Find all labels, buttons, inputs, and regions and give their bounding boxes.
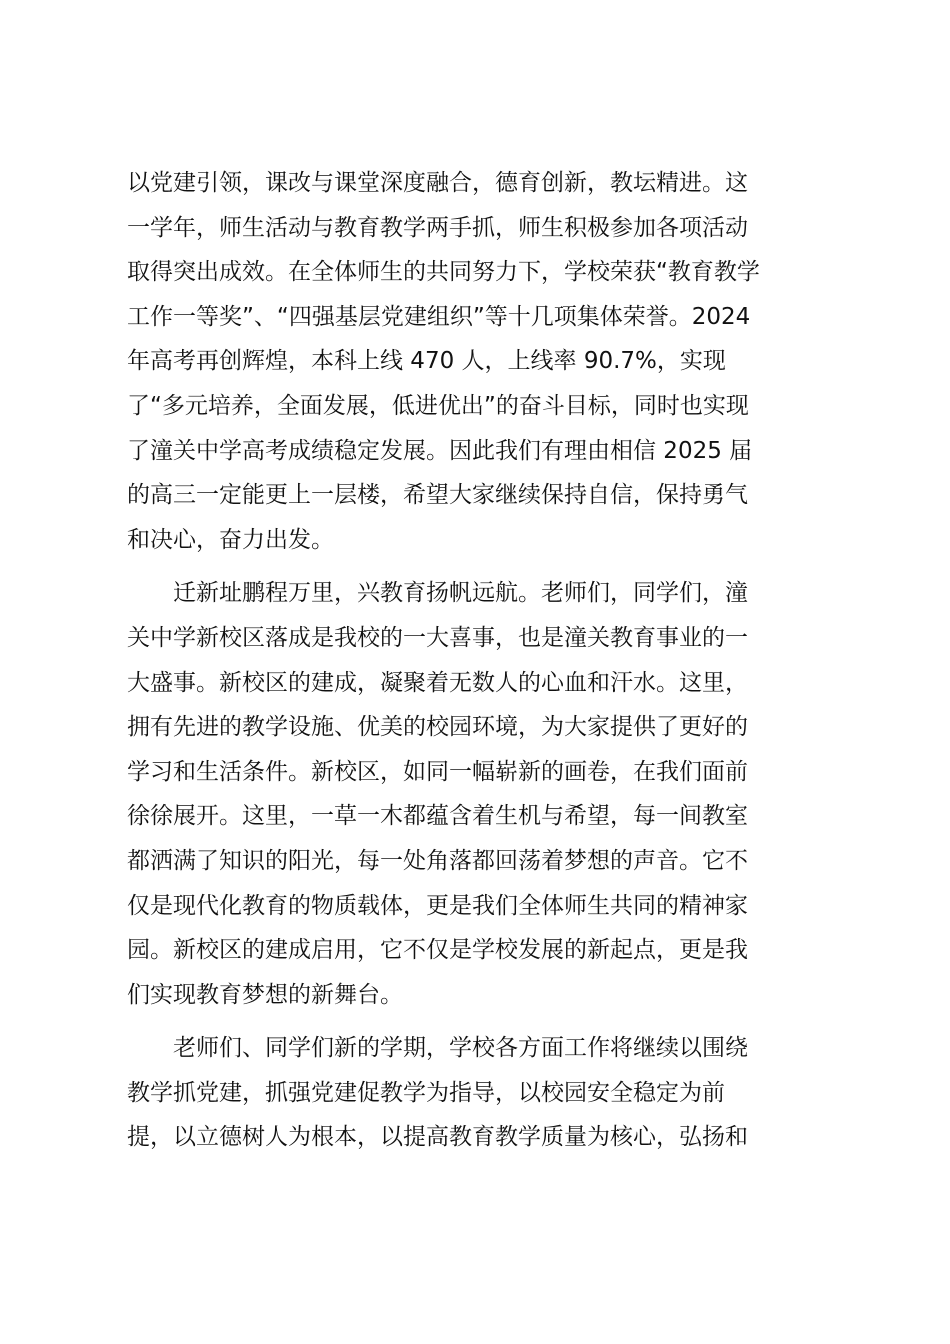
paragraph-2 (127, 571, 827, 1017)
text-line: 学习和生活条件。新校区，如同一幅崭新的画卷，在我们面前 (127, 758, 748, 785)
text-line: 一学年，师生活动与教育教学两手抓，师生积极参加各项活动 (127, 214, 748, 241)
text-line: 取得突出成效。在全体师生的共同努力下，学校荣获“教育教学 (127, 259, 760, 286)
text-line: 们实现教育梦想的新舞台。 (127, 981, 403, 1008)
text-line: 都洒满了知识的阳光，每一处角落都回荡着梦想的声音。它不 (127, 847, 748, 874)
text-line: 关中学新校区落成是我校的一大喜事，也是潼关教育事业的一 (127, 624, 748, 651)
text-line: 年高考再创辉煌，本科上线 470 人，上线率 90.7%，实现 (127, 348, 726, 375)
text-line: 和决心，奋力出发。 (127, 526, 334, 553)
text-line: 拥有先进的教学设施、优美的校园环境，为大家提供了更好的 (127, 714, 748, 741)
text-line: 以党建引领，课改与课堂深度融合，德育创新，教坛精进。这 (127, 170, 748, 196)
text-line: 提，以立德树人为根本，以提高教育教学质量为核心，弘扬和 (127, 1124, 748, 1151)
text-line: 徐徐展开。这里，一草一木都蕴含着生机与希望，每一间教室 (127, 803, 748, 830)
text-line: 教学抓党建，抓强党建促教学为指导，以校园安全稳定为前 (127, 1079, 725, 1106)
paragraph-1 (127, 161, 827, 562)
text-line: 大盛事。新校区的建成，凝聚着无数人的心血和汗水。这里， (127, 669, 748, 696)
text-line: 了潼关中学高考成绩稳定发展。因此我们有理由相信 2025 届 (127, 437, 753, 464)
text-line: 工作一等奖”、“四强基层党建组织”等十几项集体荣誉。2024 (127, 303, 751, 330)
text-line: 园。新校区的建成启用，它不仅是学校发展的新起点，更是我 (127, 937, 748, 964)
paragraph-spacer (127, 562, 827, 571)
text-line: 的高三一定能更上一层楼，希望大家继续保持自信，保持勇气 (127, 482, 748, 509)
paragraph-3 (127, 1026, 827, 1160)
text-line: 仅是现代化教育的物质载体，更是我们全体师生共同的精神家 (127, 892, 748, 919)
document-body (127, 161, 827, 1160)
text-line: 老师们、同学们新的学期，学校各方面工作将继续以围绕 (173, 1035, 748, 1062)
text-line: 迁新址鹏程万里，兴教育扬帆远航。老师们，同学们，潼 (173, 580, 748, 607)
paragraph-spacer (127, 1017, 827, 1026)
text-line: 了“多元培养，全面发展，低进优出”的奋斗目标，同时也实现 (127, 392, 749, 419)
